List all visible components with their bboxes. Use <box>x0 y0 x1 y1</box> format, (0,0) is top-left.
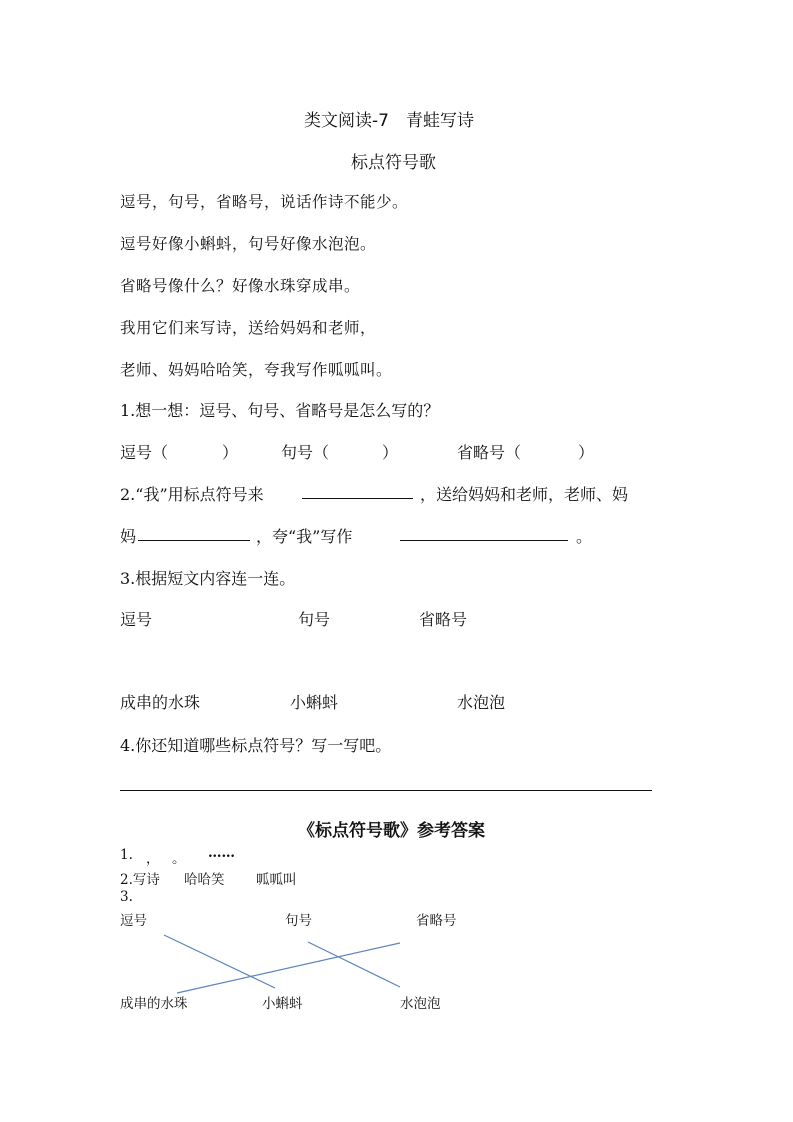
question-4-prompt: 4.你还知道哪些标点符号？写一写吧。 <box>120 736 392 755</box>
question-1-prompt: 1.想一想：逗号、句号、省略号是怎么写的？ <box>120 401 440 420</box>
answer-3-bottom-item: 水泡泡 <box>400 996 441 1012</box>
q2-line2-middle: ，夸“我”写作 <box>256 527 353 546</box>
answer-3-top-item: 句号 <box>285 913 312 929</box>
q3-bottom-item[interactable]: 成串的水珠 <box>120 693 201 712</box>
answer-3-label: 3. <box>120 889 133 905</box>
q1-period-open: 句号（ <box>281 443 330 462</box>
q2-line2-prefix: 妈 <box>120 527 137 546</box>
poem-line: 老师、妈妈哈哈笑，夸我写作呱呱叫。 <box>120 361 393 379</box>
connector-period-bubble <box>308 942 400 987</box>
poem-line: 我用它们来写诗，送给妈妈和老师， <box>120 319 377 337</box>
q2-line1-prefix: 2.“我”用标点符号来 <box>120 485 264 504</box>
answer-3-top-item: 省略号 <box>416 913 457 929</box>
answers-title: 《标点符号歌》参考答案 <box>298 821 485 841</box>
q1-ellipsis-close: ） <box>578 443 595 462</box>
q1-comma-close: ） <box>222 443 239 462</box>
poem-line: 省略号像什么？好像水珠穿成串。 <box>120 277 361 295</box>
answer-3-bottom-item: 小蝌蚪 <box>262 996 303 1012</box>
answer-2-item: 呱呱叫 <box>256 872 297 888</box>
q1-ellipsis-open: 省略号（ <box>457 443 522 462</box>
answer-1-ellipsis: …… <box>208 845 235 861</box>
poem-title: 标点符号歌 <box>351 153 436 173</box>
answer-2-item: 哈哈笑 <box>184 872 225 888</box>
q1-comma-open: 逗号（ <box>120 443 169 462</box>
q3-bottom-item[interactable]: 水泡泡 <box>457 693 506 712</box>
q3-top-item[interactable]: 句号 <box>298 610 331 629</box>
question-3-prompt: 3.根据短文内容连一连。 <box>120 569 296 588</box>
answer-3-bottom-item: 成串的水珠 <box>120 996 188 1012</box>
poem-line: 逗号好像小蝌蚪，句号好像水泡泡。 <box>120 235 377 253</box>
q3-top-item[interactable]: 省略号 <box>419 610 468 629</box>
answer-1-label: 1. <box>120 847 133 863</box>
poem-line: 逗号，句号，省略号，说话作诗不能少。 <box>120 193 409 211</box>
q3-bottom-item[interactable]: 小蝌蚪 <box>290 693 339 712</box>
q2-line2-suffix: 。 <box>576 527 593 546</box>
connector-ellipsis-beads <box>177 943 400 993</box>
answer-1-period: 。 <box>172 851 186 867</box>
answer-3-top-item: 逗号 <box>120 913 147 929</box>
q3-top-item[interactable]: 逗号 <box>120 610 153 629</box>
q2-line1-suffix: ，送给妈妈和老师，老师、妈 <box>420 485 629 504</box>
page-title: 类文阅读-7 青蛙写诗 <box>304 111 474 131</box>
answer-1-comma: ， <box>146 851 160 867</box>
answer-2-item: 2.写诗 <box>120 872 160 888</box>
connector-comma-tadpole <box>164 935 275 988</box>
q1-period-close: ） <box>382 443 399 462</box>
